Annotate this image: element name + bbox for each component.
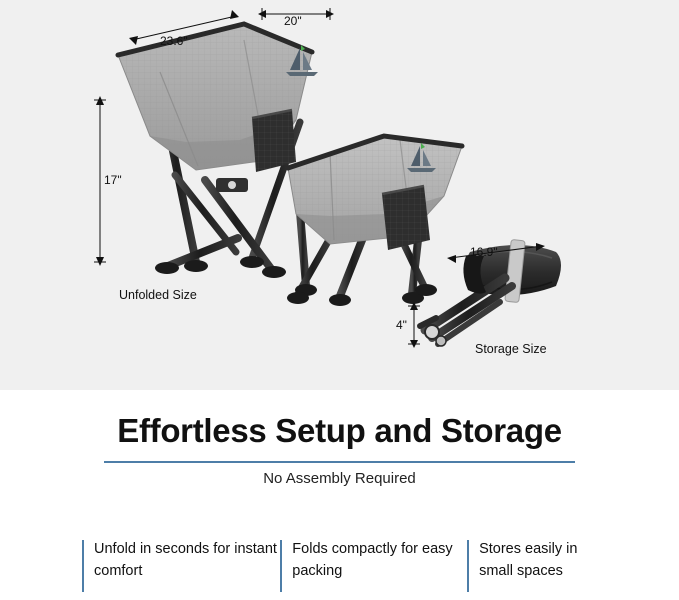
feature-accent-bar (280, 540, 282, 592)
divider-rule (104, 461, 575, 463)
feature-accent-bar (467, 540, 469, 592)
dimension-label-width-top: 20" (284, 14, 302, 28)
headline: Effortless Setup and Storage (117, 412, 562, 449)
feature-item (280, 538, 467, 582)
feature-item (467, 538, 602, 582)
chair-unfolded-large (118, 24, 318, 278)
feature-text: Folds compactly for easy packing (292, 541, 453, 579)
feature-text: Stores easily in small spaces (479, 541, 578, 579)
feature-text: Unfold in seconds for instant comfort (94, 541, 277, 579)
dimension-label-height: 17" (104, 173, 122, 187)
dimension-label-depth: 23.6" (160, 34, 188, 48)
feature-list (82, 538, 602, 582)
dimension-label-storage-diameter: 4" (396, 318, 407, 332)
dimension-label-storage-length: 16.9" (470, 245, 498, 259)
feature-item (82, 538, 280, 582)
caption-storage-size: Storage Size (475, 342, 547, 356)
caption-unfolded-size: Unfolded Size (119, 288, 197, 302)
marketing-text-panel (0, 390, 679, 600)
chair-unfolded-small (287, 136, 462, 306)
feature-accent-bar (82, 540, 84, 592)
subheadline: No Assembly Required (263, 470, 416, 487)
